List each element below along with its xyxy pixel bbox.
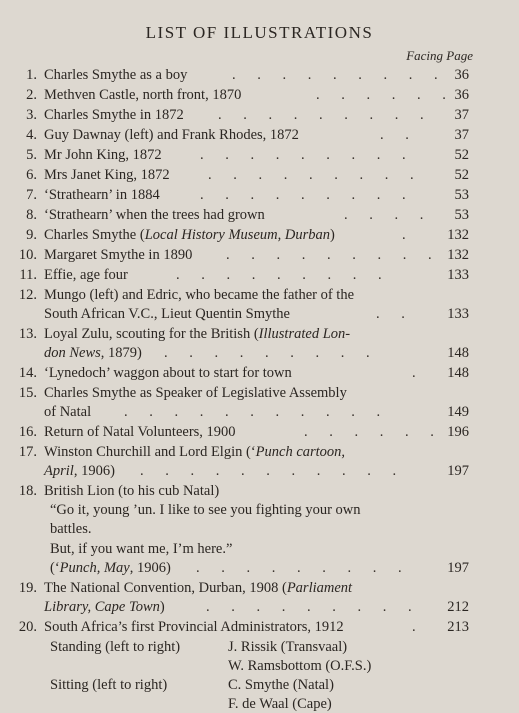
item-caption: Winston Churchill and Lord Elgin (‘Punch cartoon, xyxy=(44,444,346,460)
item-page: 148 xyxy=(447,365,469,381)
dot-leader: . . . . . . . . . xyxy=(200,187,415,203)
list-item xyxy=(0,482,519,500)
dot-leader: . . . . . . . . . . . xyxy=(140,463,406,479)
quote-line: battles. xyxy=(50,521,92,537)
dot-leader: . . . . xyxy=(344,207,433,223)
item-number: 8. xyxy=(26,207,37,223)
item-caption: Return of Natal Volunteers, 1900 xyxy=(44,424,236,440)
item-caption: Margaret Smythe in 1890 xyxy=(44,247,193,263)
item-page: 52 xyxy=(454,167,469,183)
list-item xyxy=(0,423,519,441)
item-number: 20. xyxy=(18,619,37,635)
administrator-name: J. Rissik (Transvaal) xyxy=(228,639,348,655)
item-caption-line2: April, 1906) xyxy=(44,463,115,479)
standing-label: Standing (left to right) xyxy=(50,639,181,655)
item-number: 9. xyxy=(26,227,37,243)
item-page: 197 xyxy=(447,560,469,576)
administrator-name: W. Ramsbottom (O.F.S.) xyxy=(228,658,372,674)
dot-leader: . . xyxy=(380,127,418,143)
dot-leader: . . . . . . xyxy=(304,424,443,440)
item-caption: Methven Castle, north front, 1870 xyxy=(44,87,242,103)
item-caption: Mr John King, 1872 xyxy=(44,147,162,163)
list-item xyxy=(0,226,519,244)
list-item xyxy=(0,579,519,597)
list-item xyxy=(0,106,519,124)
item-caption: Mungo (left) and Edric, who became the father of the xyxy=(44,287,355,303)
item-caption-line-last: (‘Punch, May, 1906) xyxy=(50,560,171,576)
page-title: LIST OF ILLUSTRATIONS xyxy=(145,23,374,42)
administrator-name: C. Smythe (Natal) xyxy=(228,677,334,693)
item-caption: Loyal Zulu, scouting for the British (Illustrated Lon- xyxy=(44,326,351,342)
quote-line: “Go it, young ’un. I like to see you fighting your own xyxy=(50,502,361,518)
dot-leader: . . . . . . . . . xyxy=(208,167,423,183)
item-number: 7. xyxy=(26,187,37,203)
dot-leader: . . . . . . . . . . . xyxy=(124,404,390,420)
item-page: 37 xyxy=(454,107,469,123)
item-page: 53 xyxy=(454,187,469,203)
list-item xyxy=(0,66,519,84)
item-number: 3. xyxy=(26,107,37,123)
item-number: 1. xyxy=(26,67,37,83)
list-item xyxy=(0,86,519,104)
item-number: 19. xyxy=(18,580,37,596)
item-caption: ‘Lynedoch’ waggon about to start for town xyxy=(44,365,292,381)
list-item xyxy=(0,126,519,144)
item-number: 15. xyxy=(18,385,37,401)
item-number: 12. xyxy=(18,287,37,303)
list-item-continuation xyxy=(0,462,519,480)
dot-leader: . . . . . . . . . xyxy=(164,345,379,361)
dot-leader: . . . . . . . . . xyxy=(206,599,421,615)
item-caption: Charles Smythe as a boy xyxy=(44,67,188,83)
list-item-continuation xyxy=(0,559,519,577)
dot-leader: . xyxy=(412,619,425,635)
list-item xyxy=(0,166,519,184)
item-page: 133 xyxy=(447,267,469,283)
facing-page-heading: Facing Page xyxy=(406,48,473,63)
item-number: 4. xyxy=(26,127,37,143)
quote-line: But, if you want me, I’m here.” xyxy=(50,541,233,557)
item-number: 13. xyxy=(18,326,37,342)
item-page: 212 xyxy=(447,599,469,615)
list-item-continuation xyxy=(0,598,519,616)
sitting-line xyxy=(0,676,519,694)
item-page: 132 xyxy=(447,227,469,243)
item-caption: Mrs Janet King, 1872 xyxy=(44,167,170,183)
item-caption-line2: don News, 1879) xyxy=(44,345,142,361)
item-page: 149 xyxy=(447,404,469,420)
item-number: 11. xyxy=(19,267,37,283)
item-caption-line2: Library, Cape Town) xyxy=(44,599,165,615)
item-page: 196 xyxy=(447,424,469,440)
item-page: 197 xyxy=(447,463,469,479)
list-item xyxy=(0,246,519,264)
dot-leader: . . . . . . . . . xyxy=(196,560,411,576)
item-page: 36 xyxy=(454,87,469,103)
list-item xyxy=(0,384,519,402)
item-number: 2. xyxy=(26,87,37,103)
item-number: 17. xyxy=(18,444,37,460)
item-caption: Charles Smythe (Local History Museum, Durban) xyxy=(44,227,335,243)
item-number: 16. xyxy=(18,424,37,440)
item-page: 148 xyxy=(447,345,469,361)
dot-leader: . . . . . . . . . xyxy=(176,267,391,283)
sitting-line xyxy=(0,695,519,713)
item-page: 37 xyxy=(454,127,469,143)
list-item xyxy=(0,266,519,284)
list-item xyxy=(0,618,519,636)
list-item xyxy=(0,443,519,461)
item-caption: Guy Dawnay (left) and Frank Rhodes, 1872 xyxy=(44,127,299,143)
list-item-continuation xyxy=(0,403,519,421)
item-caption: ‘Strathearn’ in 1884 xyxy=(44,187,160,203)
item-caption: Charles Smythe as Speaker of Legislative Assembly xyxy=(44,385,347,401)
item-caption: Charles Smythe in 1872 xyxy=(44,107,184,123)
item-page: 36 xyxy=(454,67,469,83)
list-item xyxy=(0,364,519,382)
list-item-continuation xyxy=(0,305,519,323)
item-caption: The National Convention, Durban, 1908 (Parliament xyxy=(44,580,353,596)
item-number: 10. xyxy=(18,247,37,263)
item-number: 5. xyxy=(26,147,37,163)
standing-line xyxy=(0,638,519,656)
administrator-name: F. de Waal (Cape) xyxy=(228,696,332,712)
dot-leader: . . . . . . . . . xyxy=(200,147,415,163)
list-item xyxy=(0,146,519,164)
dot-leader: . xyxy=(402,227,415,243)
item-caption-line2: of Natal xyxy=(44,404,92,420)
item-page: 133 xyxy=(447,306,469,322)
item-page: 52 xyxy=(454,147,469,163)
dot-leader: . . . . . . . . . xyxy=(232,67,447,83)
standing-line xyxy=(0,657,519,675)
item-caption: Effie, age four xyxy=(44,267,128,283)
item-caption: South Africa’s first Provincial Administrators, 1912 xyxy=(44,619,344,635)
list-item xyxy=(0,186,519,204)
dot-leader: . . xyxy=(376,306,414,322)
item-page: 132 xyxy=(447,247,469,263)
dot-leader: . . . . . . . . . xyxy=(218,107,433,123)
dot-leader: . xyxy=(412,365,425,381)
list-item xyxy=(0,206,519,224)
item-number: 18. xyxy=(18,483,37,499)
item-number: 14. xyxy=(18,365,37,381)
list-item-continuation xyxy=(0,344,519,362)
item-caption: ‘Strathearn’ when the trees had grown xyxy=(44,207,265,223)
item-number: 6. xyxy=(26,167,37,183)
item-caption: British Lion (to his cub Natal) xyxy=(44,483,220,499)
dot-leader: . . . . . . xyxy=(316,87,455,103)
dot-leader: . . . . . . . . . xyxy=(226,247,441,263)
item-caption-line2: South African V.C., Lieut Quentin Smythe xyxy=(44,306,290,322)
sitting-label: Sitting (left to right) xyxy=(50,677,168,693)
list-item xyxy=(0,325,519,343)
item-page: 213 xyxy=(447,619,469,635)
list-item xyxy=(0,286,519,304)
item-page: 53 xyxy=(454,207,469,223)
